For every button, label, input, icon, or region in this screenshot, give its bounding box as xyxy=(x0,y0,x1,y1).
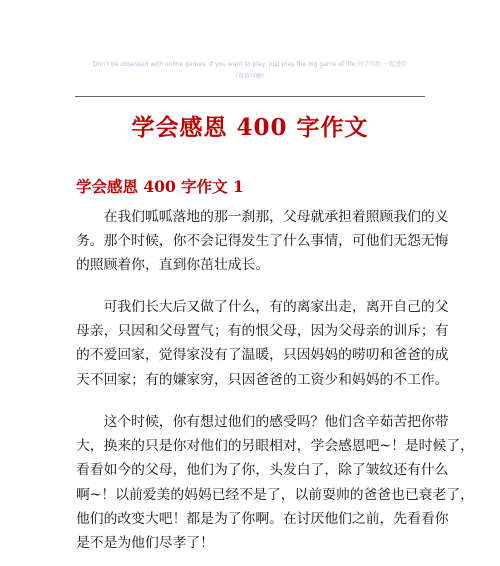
text-line: 啊~！以前爱美的妈妈已经不是了，以前耍帅的爸爸也已衰老了， xyxy=(76,486,474,503)
text-line: 母亲，只因和父母置气；有的恨父母，因为父母亲的训斥；有 xyxy=(76,323,449,340)
text-line: 的照顾着你，直到你茁壮成长。 xyxy=(76,257,270,274)
section-title: 学会感恩 400 字作文 1 xyxy=(76,177,244,196)
text-line: 在我们呱呱落地的那一刹那，父母就承担着照顾我们的义 xyxy=(76,209,449,225)
text-line: 是不是为他们尽孝了！ xyxy=(76,535,214,552)
text-line: 看看如今的父母，他们为了你，头发白了，除了皱纹还有什么 xyxy=(76,462,449,479)
paragraph-3 xyxy=(76,410,474,555)
header-note: Don't be obsessed with online games. If you want to play, just play the big game of life.同学互助 一起进步 xyxy=(93,61,407,68)
text-line: 可我们长大后又做了什么，有的离家出走，离开自己的父 xyxy=(76,299,449,315)
text-line: 这个时候，你有想过他们的感受吗？他们含辛茹苦把你带 xyxy=(76,414,449,430)
header-divider xyxy=(75,96,425,97)
text-line: 务。那个时候，你不会记得发生了什么事情，可他们无怨无悔 xyxy=(76,233,449,250)
text-line: 的不爱回家，觉得家没有了温暖，只因妈妈的唠叨和爸爸的成 xyxy=(76,347,449,364)
text-line: 天不回家；有的嫌家穷，只因爸爸的工资少和妈妈的不工作。 xyxy=(76,371,449,388)
text-line: 他们的改变大吧！都是为了你啊。在讨厌他们之前，先看看你 xyxy=(76,510,449,527)
header-removable-note: （页眉可删） xyxy=(231,73,268,80)
paragraph-2 xyxy=(76,295,449,392)
paragraph-1 xyxy=(76,205,449,278)
text-line: 大，换来的只是你对他们的另眼相对，学会感恩吧~！是时候了， xyxy=(76,438,474,455)
document-title: 学会感恩 400 字作文 xyxy=(131,114,369,141)
